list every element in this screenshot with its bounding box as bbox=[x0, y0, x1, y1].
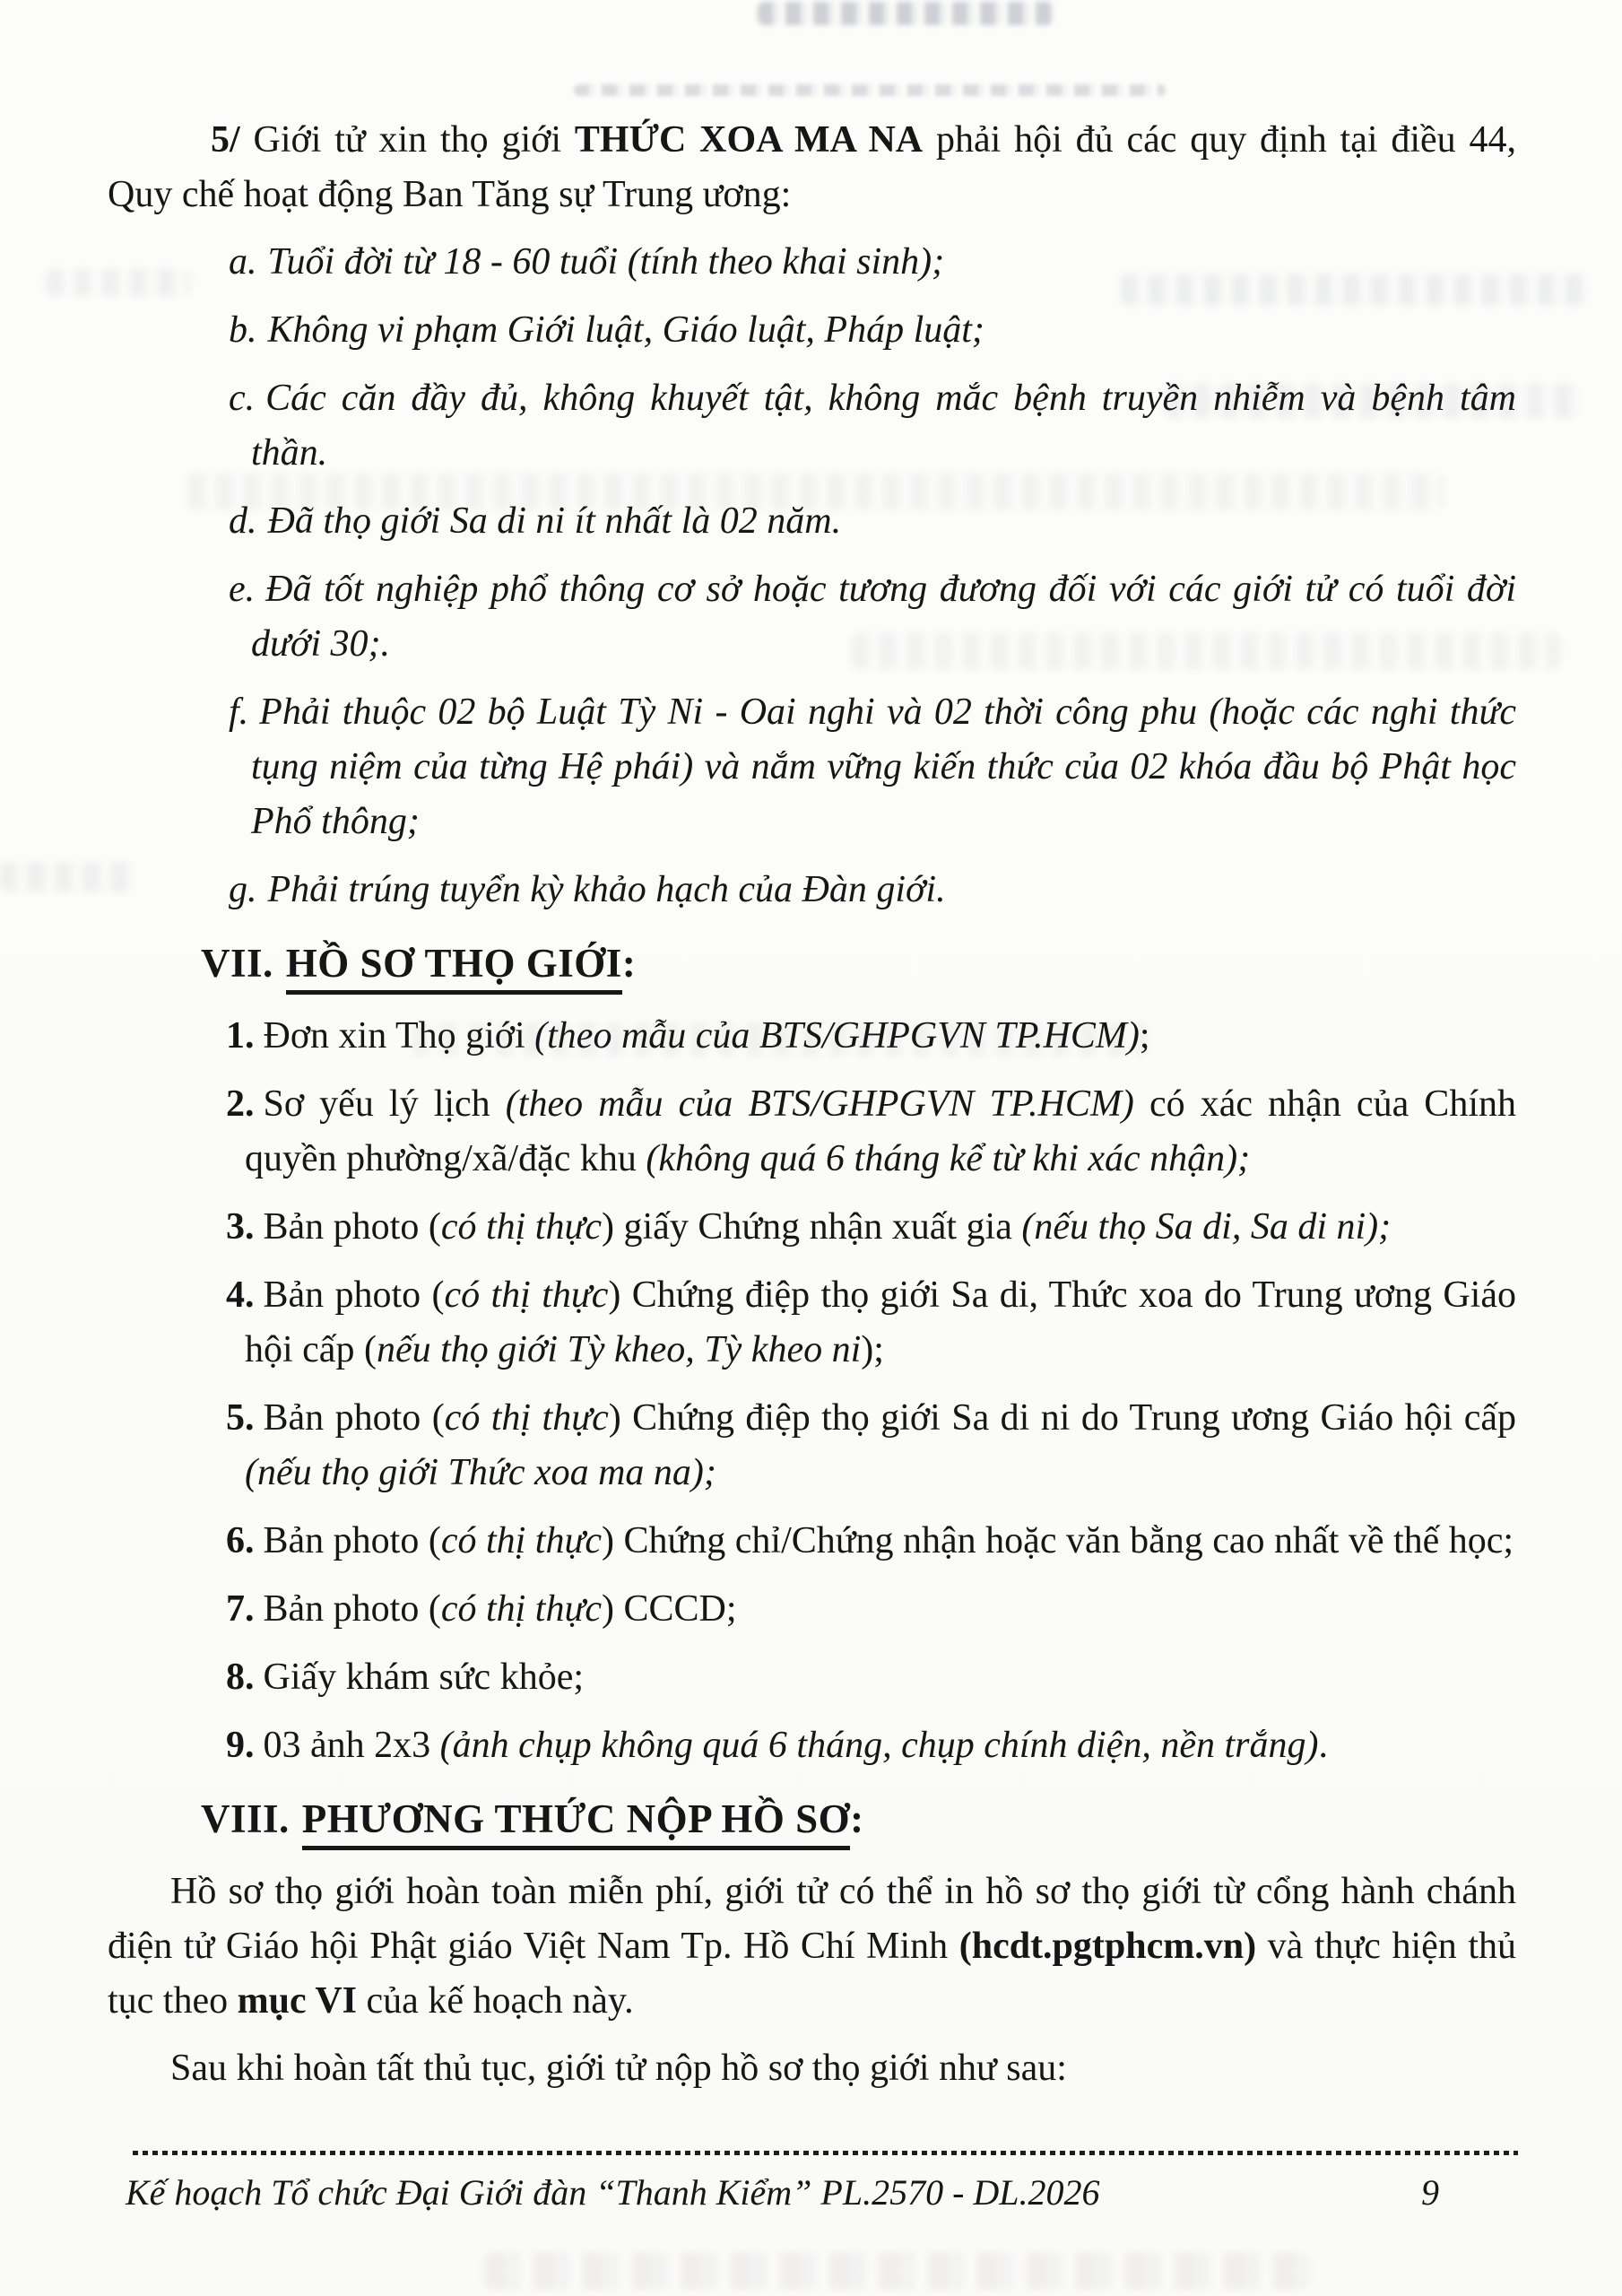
criterion-label: a. bbox=[229, 241, 257, 283]
dossier-item-3 bbox=[108, 1200, 1516, 1255]
dossier-item-number: 8. bbox=[226, 1657, 255, 1698]
intro-paragraph: 5/ Giới tử xin thọ giới THỨC XOA MA NA phải hội đủ các quy định tại điều 44, Quy chế hoạt động Ban Tăng sự Trung ương: bbox=[108, 119, 1516, 215]
criterion-label: e. bbox=[229, 569, 256, 610]
dossier-item-text: Sơ yếu lý lịch (theo mẫu của BTS/GHPGVN TP.HCM) có xác nhận của Chính quyền phường/xã/đặc khu (không quá 6 tháng kể từ khi xác nhận); bbox=[245, 1083, 1516, 1179]
section-vii-heading bbox=[201, 935, 1516, 991]
dossier-item-text: Bản photo (có thị thực) Chứng điệp thọ giới Sa di, Thức xoa do Trung ương Giáo hội cấp (nếu thọ giới Tỳ kheo, Tỳ kheo ni); bbox=[245, 1274, 1516, 1370]
dossier-item-number: 7. bbox=[226, 1588, 255, 1630]
criterion-text: Các căn đầy đủ, không khuyết tật, không mắc bệnh truyền nhiễm và bệnh tâm thần. bbox=[251, 378, 1516, 474]
dossier-item-text: Bản photo (có thị thực) Chứng chỉ/Chứng nhận hoặc văn bằng cao nhất về thế học; bbox=[263, 1520, 1514, 1561]
criterion-item-a bbox=[108, 235, 1516, 290]
section-number: VII. bbox=[201, 941, 273, 986]
criterion-item-c bbox=[108, 371, 1516, 481]
document-body bbox=[108, 113, 1516, 2096]
criterion-label: d. bbox=[229, 500, 257, 542]
criterion-text: Phải trúng tuyển kỳ khảo hạch của Đàn giới. bbox=[267, 869, 946, 910]
section-viii-heading bbox=[201, 1791, 1516, 1847]
criterion-item-b bbox=[108, 303, 1516, 358]
dossier-item-5 bbox=[108, 1391, 1516, 1500]
dossier-item-8 bbox=[108, 1650, 1516, 1705]
dossier-item-6 bbox=[108, 1514, 1516, 1569]
section-title: HỒ SƠ THỌ GIỚI bbox=[286, 941, 622, 995]
dossier-item-text: Bản photo (có thị thực) giấy Chứng nhận xuất gia (nếu thọ Sa di, Sa di ni); bbox=[263, 1206, 1392, 1248]
dossier-item-2 bbox=[108, 1077, 1516, 1187]
bleed-through-artifact bbox=[758, 2, 1054, 25]
criterion-item-g bbox=[108, 863, 1516, 918]
submission-followup-paragraph: Sau khi hoàn tất thủ tục, giới tử nộp hồ sơ thọ giới như sau: bbox=[170, 2048, 1067, 2089]
dossier-item-text: Bản photo (có thị thực) Chứng điệp thọ giới Sa di ni do Trung ương Giáo hội cấp (nếu thọ giới Thức xoa ma na); bbox=[245, 1397, 1517, 1493]
bleed-through-artifact bbox=[484, 2253, 1309, 2289]
dossier-item-7 bbox=[108, 1582, 1516, 1637]
dossier-item-number: 3. bbox=[226, 1206, 255, 1248]
dossier-item-text: 03 ảnh 2x3 (ảnh chụp không quá 6 tháng, chụp chính diện, nền trắng). bbox=[263, 1725, 1328, 1766]
criterion-label: g. bbox=[229, 869, 257, 910]
criterion-text: Không vi phạm Giới luật, Giáo luật, Pháp luật; bbox=[267, 309, 984, 351]
dossier-item-number: 6. bbox=[226, 1520, 255, 1561]
dossier-item-4 bbox=[108, 1268, 1516, 1378]
submission-paragraph: Hồ sơ thọ giới hoàn toàn miễn phí, giới tử có thể in hồ sơ thọ giới từ cổng hành chánh điện tử Giáo hội Phật giáo Việt Nam Tp. Hồ Chí Minh (hcdt.pgtphcm.vn) và thực hiện thủ tục theo mục VI của kế hoạch này. bbox=[108, 1871, 1516, 2022]
page-number: 9 bbox=[1421, 2172, 1439, 2213]
section-title: PHƯƠNG THỨC NỘP HỒ SƠ bbox=[302, 1796, 850, 1850]
footer-divider bbox=[133, 2151, 1518, 2155]
criterion-text: Đã thọ giới Sa di ni ít nhất là 02 năm. bbox=[267, 500, 842, 542]
dossier-item-number: 2. bbox=[226, 1083, 255, 1125]
dossier-item-number: 1. bbox=[226, 1015, 255, 1057]
criterion-item-f bbox=[108, 685, 1516, 849]
bleed-through-artifact bbox=[574, 84, 1166, 96]
dossier-item-text: Giấy khám sức khỏe; bbox=[263, 1657, 585, 1698]
dossier-item-9 bbox=[108, 1718, 1516, 1773]
criterion-label: f. bbox=[229, 691, 249, 733]
dossier-item-number: 9. bbox=[226, 1725, 255, 1766]
footer-document-title: Kế hoạch Tổ chức Đại Giới đàn “Thanh Kiểm” PL.2570 - DL.2026 bbox=[126, 2172, 1100, 2213]
section-title-colon: : bbox=[850, 1796, 864, 1841]
criterion-item-d bbox=[108, 494, 1516, 549]
criterion-label: b. bbox=[229, 309, 257, 351]
dossier-item-text: Đơn xin Thọ giới (theo mẫu của BTS/GHPGVN TP.HCM); bbox=[263, 1015, 1150, 1057]
criterion-text: Đã tốt nghiệp phổ thông cơ sở hoặc tương đương đối với các giới tử có tuổi đời dưới 30;. bbox=[251, 569, 1516, 665]
dossier-item-text: Bản photo (có thị thực) CCCD; bbox=[263, 1588, 737, 1630]
criterion-text: Phải thuộc 02 bộ Luật Tỳ Ni - Oai nghi và 02 thời công phu (hoặc các nghi thức tụng niệm của từng Hệ phái) và nắm vững kiến thức của 02 khóa đầu bộ Phật học Phổ thông; bbox=[251, 691, 1516, 842]
criterion-item-e bbox=[108, 562, 1516, 672]
criterion-label: c. bbox=[229, 378, 256, 419]
section-title-colon: : bbox=[621, 941, 637, 986]
criterion-text: Tuổi đời từ 18 - 60 tuổi (tính theo khai sinh); bbox=[267, 241, 945, 283]
section-number: VIII. bbox=[201, 1796, 290, 1841]
page-footer bbox=[126, 2167, 1518, 2219]
dossier-item-number: 4. bbox=[226, 1274, 255, 1316]
dossier-item-1 bbox=[108, 1009, 1516, 1064]
dossier-item-number: 5. bbox=[226, 1397, 255, 1439]
